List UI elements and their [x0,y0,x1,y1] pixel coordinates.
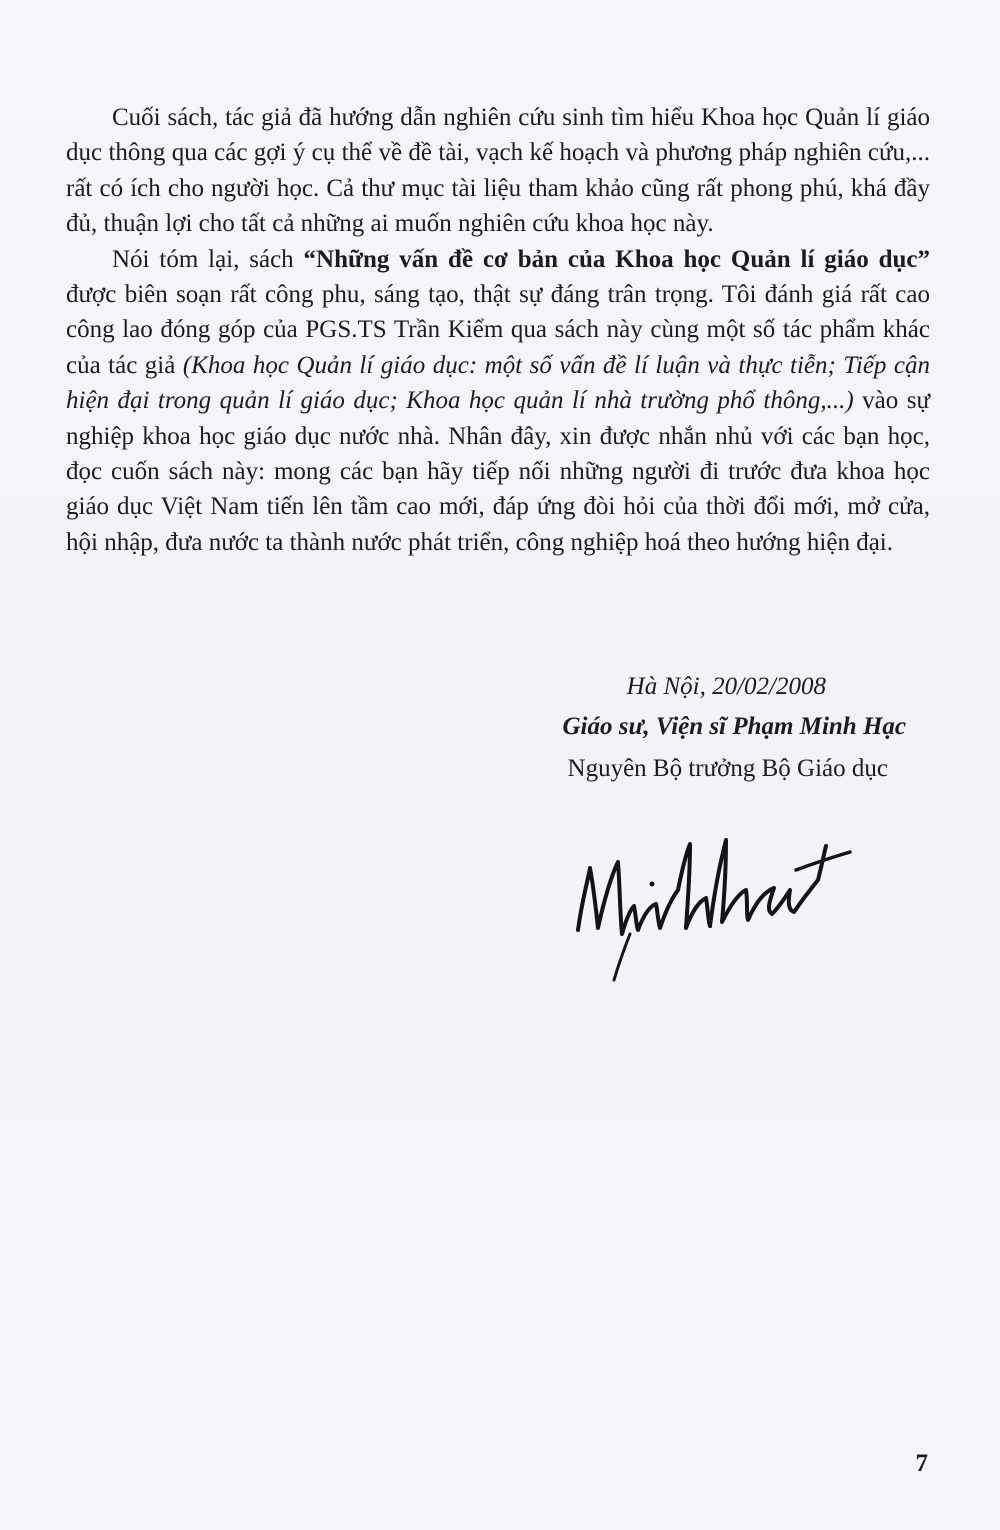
page-number: 7 [915,1450,928,1477]
body-text [66,100,930,560]
signer-name: Giáo sư, Viện sĩ Phạm Minh Hạc [562,713,906,740]
paragraph-summary [66,242,930,561]
signer-role: Nguyên Bộ trưởng Bộ Giáo dục [567,755,888,782]
summary-praise: được biên soạn rất công phu, sáng tạo, thật sự đáng trân trọng. Tôi đánh giá rất cao công lao đóng góp của PGS.TS Trần Kiểm qua sách này cùng một số tác phẩm khác của tác giả [66,281,930,379]
place-date: Hà Nội, 20/02/2008 [626,673,826,700]
paragraph-closing-notes: Cuối sách, tác giả đã hướng dẫn nghiên cứu sinh tìm hiểu Khoa học Quản lí giáo dục thông qua các gợi ý cụ thể về đề tài, vạch kế hoạch và phương pháp nghiên cứu,... rất có ích cho người học. Cả thư mục tài liệu tham khảo cũng rất phong phú, khá đầy đủ, thuận lợi cho tất cả những ai muốn nghiên cứu khoa học này. [66,104,930,238]
summary-closing: vào sự nghiệp khoa học giáo dục nước nhà. Nhân đây, xin được nhắn nhủ với các bạn học, đọc cuốn sách này: mong các bạn hãy tiếp nối những người đi trước đưa khoa học giáo dục Việt Nam tiến lên tầm cao mới, đáp ứng đòi hỏi của thời đổi mới, mở cửa, hội nhập, đưa nước ta thành nước phát triển, công nghiệp hoá theo hướng hiện đại. [66,387,930,556]
summary-intro: Nói tóm lại, sách [112,245,304,273]
other-works: (Khoa học Quản lí giáo dục: một số vấn đề lí luận và thực tiễn; Tiếp cận hiện đại trong quản lí giáo dục; Khoa học quản lí nhà trường phổ thông,...) [66,351,930,415]
handwritten-signature [560,810,860,1000]
book-title: “Những vấn đề cơ bản của Khoa học Quản lí giáo dục” [303,245,930,273]
